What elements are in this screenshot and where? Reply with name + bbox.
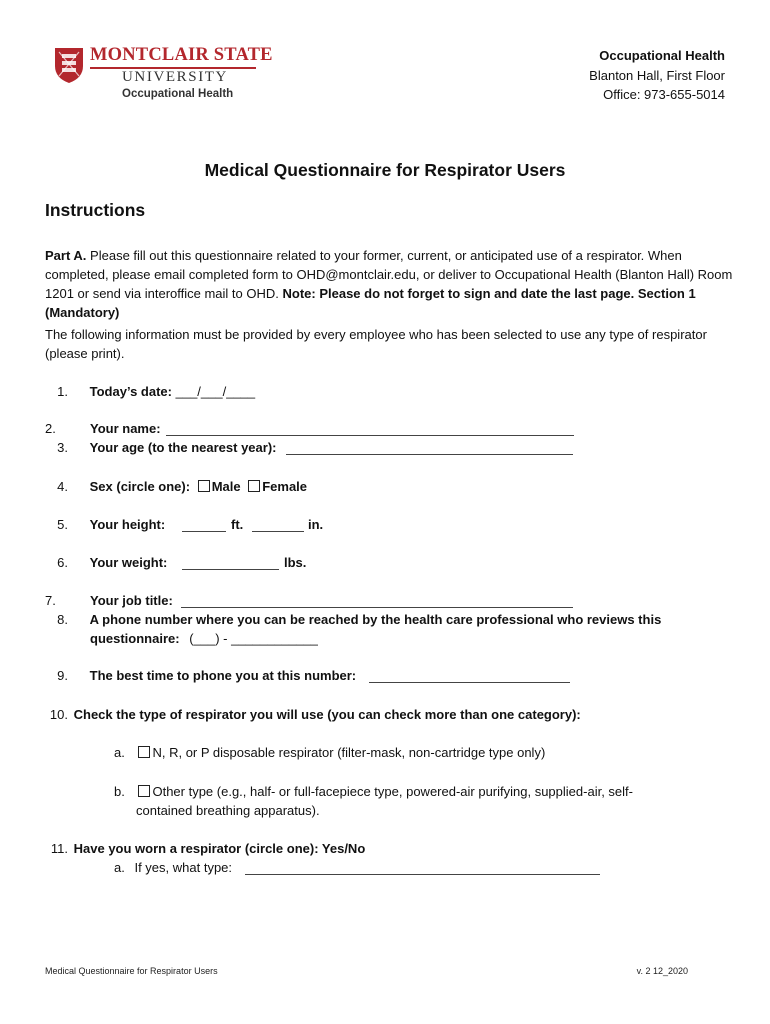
- question-7-label: Your job title:: [90, 593, 173, 608]
- question-1: 1. Today’s date: ___/___/____: [57, 384, 256, 399]
- question-5: 5. Your height:: [57, 517, 166, 532]
- contact-phone: Office: 973-655-5014: [603, 87, 725, 102]
- university-seal-icon: [53, 46, 85, 84]
- question-4: 4. Sex (circle one): Male Female: [57, 479, 308, 494]
- height-inches-field[interactable]: [252, 520, 304, 532]
- male-label: Male: [211, 479, 241, 494]
- disposable-respirator-checkbox[interactable]: [138, 746, 150, 758]
- question-5-label: Your height:: [89, 517, 166, 532]
- question-1-label: Today’s date:: [89, 384, 172, 399]
- contact-address: Blanton Hall, First Floor: [589, 68, 725, 83]
- question-10b-label: Other type (e.g., half- or full-facepiece type, powered-air purifying, supplied-air, self-: [152, 784, 633, 799]
- part-a-text: Please fill out this questionnaire related to your former, current, or anticipated use of a respirator. When completed, please email completed form to OHD@montclair.edu, or deliver to Occupational Health (Blanton Hall) Room 1201 or send via interoffice mail to OHD.: [45, 248, 733, 301]
- part-a-label: Part A.: [45, 248, 87, 263]
- question-8-continued: questionnaire: (___) - ____________: [90, 631, 318, 646]
- best-time-field[interactable]: [369, 671, 570, 683]
- question-10a: a. N, R, or P disposable respirator (filter-mask, non-cartridge type only): [114, 745, 546, 760]
- question-3: 3. Your age (to the nearest year):: [57, 440, 277, 455]
- part-a-paragraph: [45, 246, 735, 322]
- page-title: Medical Questionnaire for Respirator Users: [204, 160, 566, 180]
- footer-title: Medical Questionnaire for Respirator Users: [45, 966, 218, 976]
- name-field[interactable]: [166, 424, 574, 436]
- question-6: 6. Your weight:: [57, 555, 168, 570]
- logo-name: MONTCLAIR STATE: [90, 45, 273, 65]
- other-respirator-checkbox[interactable]: [138, 785, 150, 797]
- part-a-intro: The following information must be provided by every employee who has been selected to use any type of respirator (please print).: [45, 327, 707, 361]
- contact-title: Occupational Health: [599, 48, 725, 63]
- question-10-label: Check the type of respirator you will use (you can check more than one category):: [73, 707, 581, 722]
- logo-university: UNIVERSITY: [122, 69, 228, 85]
- weight-field[interactable]: [182, 558, 279, 570]
- question-6-label: Your weight:: [89, 555, 168, 570]
- question-11: 11. Have you worn a respirator (circle one): Yes/No: [50, 841, 366, 856]
- question-3-label: Your age (to the nearest year):: [89, 440, 277, 455]
- logo-department: Occupational Health: [122, 88, 234, 100]
- question-2-label: Your name:: [90, 421, 161, 436]
- section-label: Section 1 (Mandatory): [45, 286, 696, 320]
- phone-field[interactable]: (___) - ____________: [189, 631, 318, 646]
- height-feet-field[interactable]: [182, 520, 226, 532]
- female-label: Female: [262, 479, 308, 494]
- job-title-field[interactable]: [181, 596, 573, 608]
- age-field[interactable]: [286, 443, 573, 455]
- question-9: 9. The best time to phone you at this number:: [57, 668, 357, 683]
- question-2: 2.: [45, 421, 56, 436]
- weight-unit: lbs.: [284, 555, 307, 570]
- question-11-label: Have you worn a respirator (circle one): Yes/No: [73, 841, 366, 856]
- question-11a-label: If yes, what type:: [134, 860, 233, 875]
- question-11a: a. If yes, what type:: [114, 860, 233, 875]
- question-10b: b. Other type (e.g., half- or full-facepiece type, powered-air purifying, supplied-air, self-: [114, 784, 633, 799]
- question-10: 10. Check the type of respirator you will use (you can check more than one category):: [49, 707, 581, 722]
- inches-unit: in.: [308, 517, 324, 532]
- question-4-label: Sex (circle one):: [89, 479, 191, 494]
- date-field[interactable]: ___/___/____: [175, 384, 256, 399]
- footer-version: v. 2 12_2020: [636, 966, 688, 976]
- part-a-note: Note: Please do not forget to sign and date the last page.: [282, 286, 635, 301]
- question-10b-continued: contained breathing apparatus).: [136, 803, 320, 818]
- question-7: 7.: [45, 593, 56, 608]
- question-8-label: A phone number where you can be reached by the health care professional who reviews this: [89, 612, 662, 627]
- question-9-label: The best time to phone you at this number:: [89, 668, 357, 683]
- respirator-type-field[interactable]: [245, 863, 600, 875]
- instructions-heading: Instructions: [45, 200, 146, 220]
- male-checkbox[interactable]: [198, 480, 210, 492]
- question-10a-label: N, R, or P disposable respirator (filter-mask, non-cartridge type only): [152, 745, 546, 760]
- question-8: 8. A phone number where you can be reached by the health care professional who reviews this: [57, 612, 662, 627]
- feet-unit: ft.: [231, 517, 244, 532]
- female-checkbox[interactable]: [248, 480, 260, 492]
